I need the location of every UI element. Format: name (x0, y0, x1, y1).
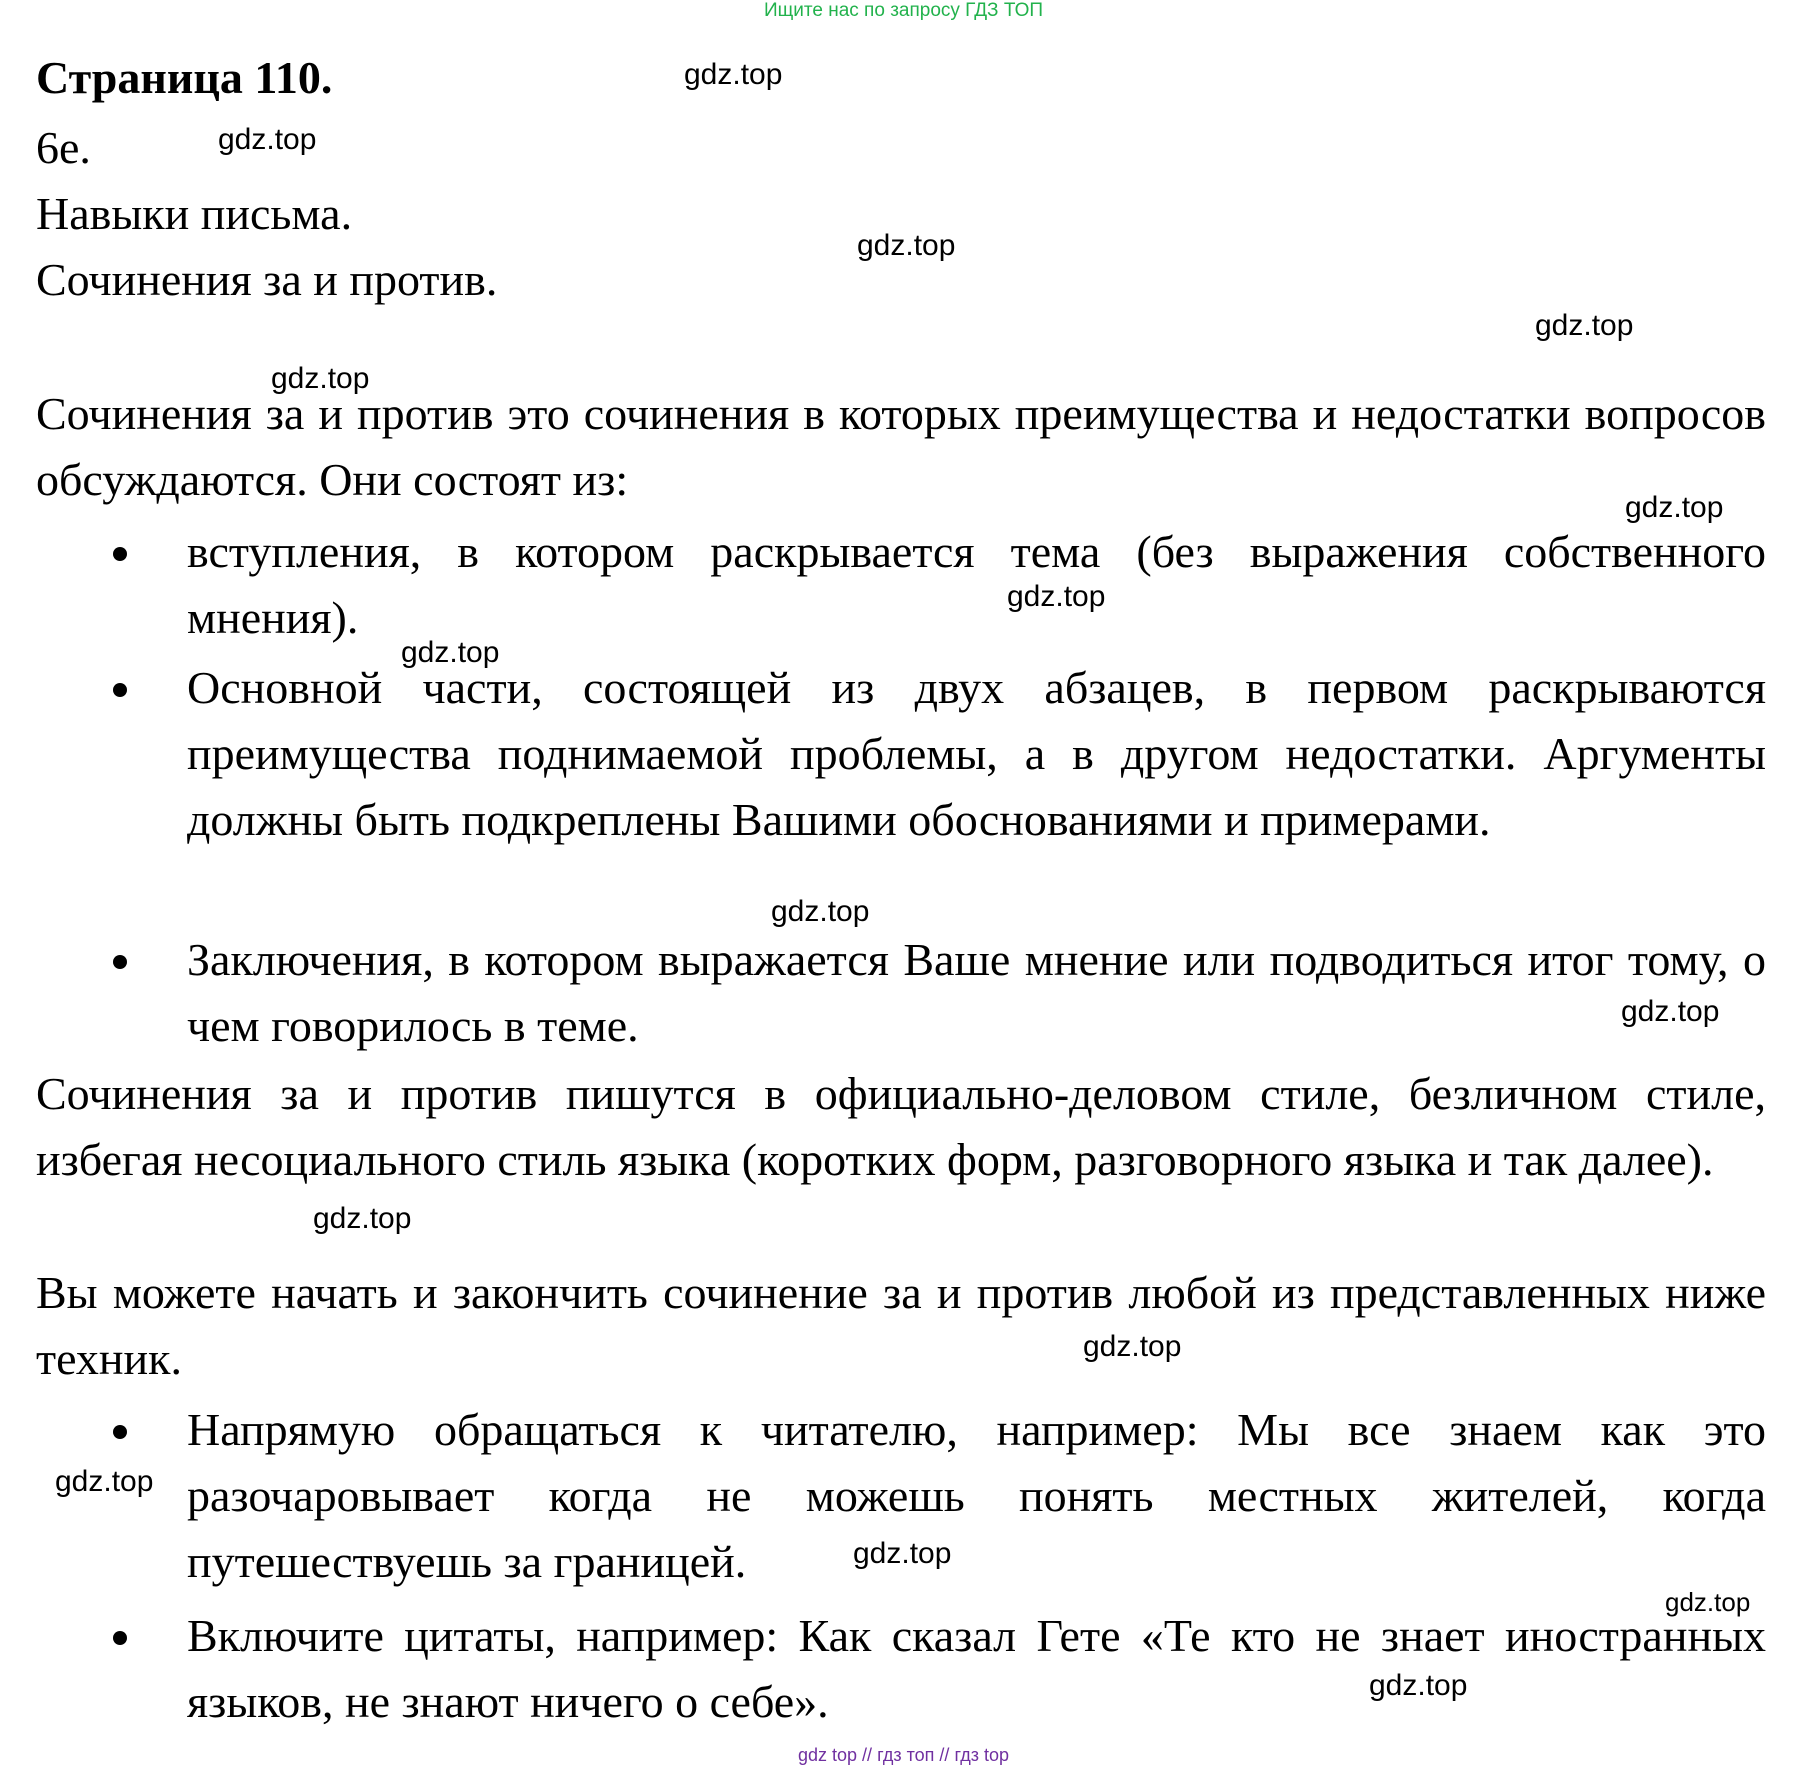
watermark: gdz.top (1083, 1330, 1182, 1363)
watermark: gdz.top (401, 636, 500, 669)
section-title: Навыки письма. (36, 188, 353, 239)
technique-item: Включите цитаты, например: Как сказал Гете «Те кто не знает иностранных языков, не знают ничего о себе». (187, 1610, 1766, 1727)
watermark: gdz.top (218, 123, 317, 156)
technique-item: Напрямую обращаться к читателю, например: Мы все знаем как это разочаровывает когда не можешь понять местных жителей, когда путешествуешь за границей. (187, 1404, 1766, 1587)
watermark: gdz.top (1665, 1587, 1751, 1617)
watermark: gdz.top (853, 1537, 952, 1570)
bullet-icon (113, 955, 127, 969)
bullet-icon (113, 547, 127, 561)
watermark: gdz.top (1007, 580, 1106, 613)
watermark: gdz.top (1535, 309, 1634, 342)
watermark: gdz.top (271, 362, 370, 395)
watermark: gdz.top (1625, 491, 1724, 524)
structure-item: Основной части, состоящей из двух абзацев, в первом раскрываются преимущества поднимаемой проблемы, а в другом недостатки. Аргументы должны быть подкреплены Вашими обоснованиями и примерами. (187, 662, 1766, 845)
intro-paragraph: Сочинения за и против это сочинения в которых преимущества и недостатки вопросов обсуждаются. Они состоят из: (36, 388, 1766, 505)
techniques-paragraph: Вы можете начать и закончить сочинение за и против любой из представленных ниже техник. (36, 1267, 1766, 1384)
footer-separator: // (862, 1745, 873, 1765)
bullet-icon (113, 1425, 127, 1439)
footer-part: гдз топ (877, 1745, 935, 1765)
watermark: gdz.top (684, 58, 783, 91)
footer (0, 1744, 1807, 1766)
top-banner: Ищите нас по запросу ГДЗ ТОП (763, 0, 1044, 21)
page-title: Страница 110. (36, 52, 333, 103)
structure-item: Заключения, в котором выражается Ваше мнение или подводиться итог тому, о чем говорилось в теме. (187, 934, 1766, 1051)
structure-item: вступления, в котором раскрывается тема (без выражения собственного мнения). (187, 526, 1766, 643)
exercise-number: 6e. (36, 122, 91, 173)
watermark: gdz.top (857, 229, 956, 262)
footer-part: гдз top (954, 1745, 1009, 1765)
watermark: gdz.top (771, 895, 870, 928)
watermark: gdz.top (1369, 1669, 1468, 1702)
section-subtitle: Сочинения за и против. (36, 254, 498, 305)
watermark: gdz.top (55, 1465, 154, 1498)
footer-part: gdz top (797, 1745, 858, 1765)
bullet-icon (113, 1631, 127, 1645)
bullet-icon (113, 683, 127, 697)
watermark: gdz.top (313, 1202, 412, 1235)
watermark: gdz.top (1621, 995, 1720, 1028)
style-paragraph: Сочинения за и против пишутся в официально-деловом стиле, безличном стиле, избегая несоциального стиль языка (коротких форм, разговорного языка и так далее). (36, 1068, 1766, 1185)
footer-separator: // (939, 1745, 950, 1765)
